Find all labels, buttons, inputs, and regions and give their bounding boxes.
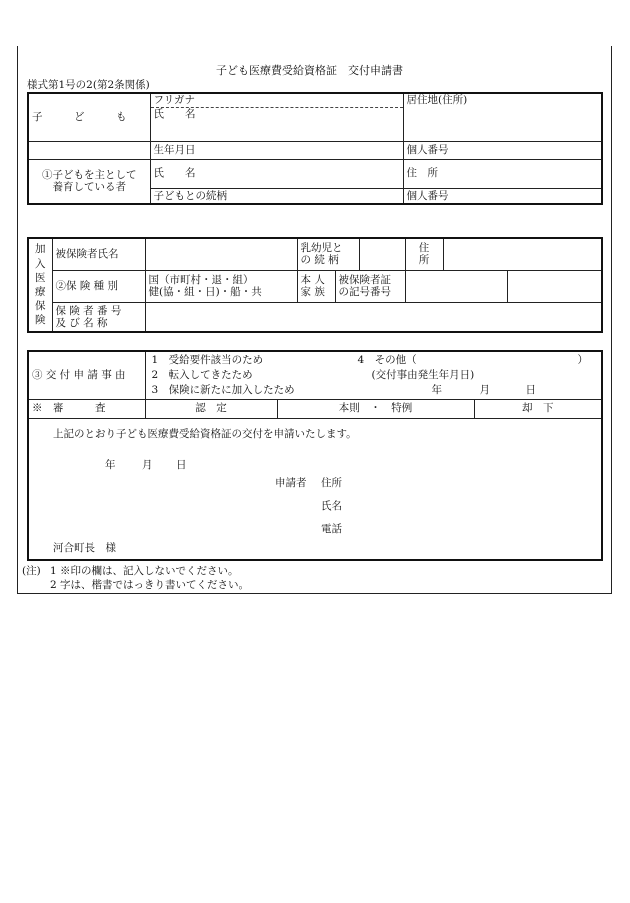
declaration-statement: 上記のとおり子ども医療費受給資格証の交付を申請いたします。 [53, 427, 357, 440]
reason-option-4-close: ） [577, 354, 588, 366]
child-personal-number-label: 個人番号 [406, 143, 449, 156]
review-label-cell [28, 399, 145, 418]
child-label-cell [28, 93, 150, 141]
insurance-side-label [28, 238, 52, 332]
infant-relation-line1: 乳幼児と [300, 242, 343, 255]
guardian-label-line1: ①子どもを主として [42, 169, 137, 182]
note-2: 2 字は、楷書ではっきり書いてください。 [50, 579, 250, 591]
relationship-cell[interactable] [150, 188, 403, 204]
applicant-phone-label[interactable]: 電話 [321, 522, 342, 535]
addressee: 河合町長 様 [53, 541, 116, 554]
side-char-6: 険 [35, 314, 46, 327]
reason-option-3[interactable]: 3 保険に新たに加入したため [151, 384, 295, 396]
relationship-label: 子どもとの続柄 [153, 189, 227, 202]
card-symbol-line1: 被保険者証 [338, 273, 391, 286]
guardian-personal-number-cell[interactable] [403, 188, 602, 204]
reason-options-cell[interactable] [145, 351, 602, 399]
occurrence-date-label: (交付事由発生年月日) [371, 369, 475, 381]
occurrence-month: 月 [479, 384, 490, 396]
side-char-4: 療 [35, 286, 46, 298]
reason-option-1[interactable]: 1 受給要件該当のため [151, 354, 264, 366]
insurance-address-field[interactable] [443, 238, 602, 270]
guardian-label-cell [28, 159, 150, 204]
approval-cell [145, 399, 277, 418]
insured-name-label-cell [52, 238, 145, 270]
side-char-3: 医 [35, 271, 46, 284]
review-label: ※ 審 査 [32, 402, 106, 415]
guardian-label-line2: 養育している者 [52, 181, 126, 194]
insurance-type-options[interactable] [145, 270, 297, 302]
note-1: 1 ※印の欄は、記入しないでください。 [50, 565, 239, 577]
occurrence-day: 日 [525, 384, 536, 396]
declaration-cell [28, 418, 602, 560]
member-type-cell[interactable] [297, 270, 335, 302]
form-number: 様式第1号の2(第2条関係) [27, 79, 150, 91]
insurance-types-line1: 国（市町村・退・組） [148, 273, 254, 286]
card-symbol-label-cell [335, 270, 405, 302]
insurer-label-line1: 保 険 者 番 号 [55, 304, 122, 317]
child-name-label: 氏 名 [153, 107, 196, 120]
insured-name-field[interactable] [145, 238, 297, 270]
guardian-name-label: 氏 名 [153, 167, 196, 180]
insurance-types-line2: 健(協・組・日)・船・共 [148, 286, 262, 298]
guardian-address-label: 住 所 [406, 167, 438, 180]
rule-label: 本則 ・ 特例 [338, 402, 413, 415]
guardian-personal-number-label: 個人番号 [406, 189, 449, 202]
infant-relation-line2: の 続 柄 [300, 254, 339, 267]
child-label-spacer [28, 141, 150, 159]
insured-name-label: 被保険者氏名 [55, 248, 119, 261]
card-symbol-line2: の記号番号 [338, 286, 391, 298]
approval-label: 認 定 [195, 402, 227, 415]
child-name-cell[interactable] [150, 107, 403, 141]
reject-label: 却 下 [522, 402, 554, 415]
reason-label-cell [28, 351, 145, 399]
reason-table [27, 350, 603, 561]
member-type-line1: 本 人 [300, 273, 325, 286]
insurer-field[interactable] [145, 302, 602, 332]
insurance-address-label-cell [405, 238, 443, 270]
insurer-label-cell [52, 302, 145, 332]
applicant-address-label[interactable]: 住所 [321, 476, 342, 489]
birthdate-label: 生年月日 [153, 143, 196, 156]
reason-option-4[interactable]: 4 その他（ [357, 354, 417, 366]
member-type-line2: 家 族 [300, 286, 325, 298]
insurer-label-line2: 及 び 名 称 [55, 316, 108, 329]
card-number-field[interactable] [507, 270, 602, 302]
rule-cell [277, 399, 474, 418]
insurance-type-label: ②保 険 種 別 [55, 279, 119, 292]
form-title: 子ども医療費受給資格証 交付申請書 [216, 64, 403, 77]
guardian-name-cell[interactable] [150, 159, 403, 188]
applicant-label: 申請者 [275, 476, 307, 489]
birthdate-cell[interactable] [150, 141, 403, 159]
residence-label: 居住地(住所) [406, 94, 468, 106]
side-char-1: 加 [35, 243, 46, 256]
insurance-address-label: 住 所 [418, 242, 440, 267]
applicant-table [27, 92, 603, 205]
notes-label: (注) [22, 565, 41, 577]
furigana-cell[interactable] [150, 93, 403, 107]
applicant-name-label[interactable]: 氏名 [321, 499, 342, 512]
child-personal-number-cell[interactable] [403, 141, 602, 159]
declaration-day[interactable]: 日 [176, 458, 187, 471]
guardian-address-cell[interactable] [403, 159, 602, 188]
reason-option-2[interactable]: 2 転入してきたため [151, 369, 253, 381]
reject-cell [474, 399, 602, 418]
furigana-label: フリガナ [153, 94, 195, 107]
reason-label: ③ 交 付 申 請 事 由 [32, 369, 126, 382]
card-symbol-field[interactable] [405, 270, 507, 302]
declaration-month[interactable]: 月 [142, 458, 153, 471]
infant-relation-field[interactable] [359, 238, 405, 270]
side-char-5: 保 [35, 300, 46, 313]
infant-relation-label-cell [297, 238, 359, 270]
declaration-year[interactable]: 年 [105, 458, 116, 471]
child-label: 子 ど も [32, 111, 127, 124]
residence-cell[interactable] [403, 93, 602, 141]
insurance-table [27, 237, 603, 333]
side-char-2: 入 [35, 257, 46, 270]
occurrence-year: 年 [431, 384, 442, 396]
insurance-type-label-cell [52, 270, 145, 302]
